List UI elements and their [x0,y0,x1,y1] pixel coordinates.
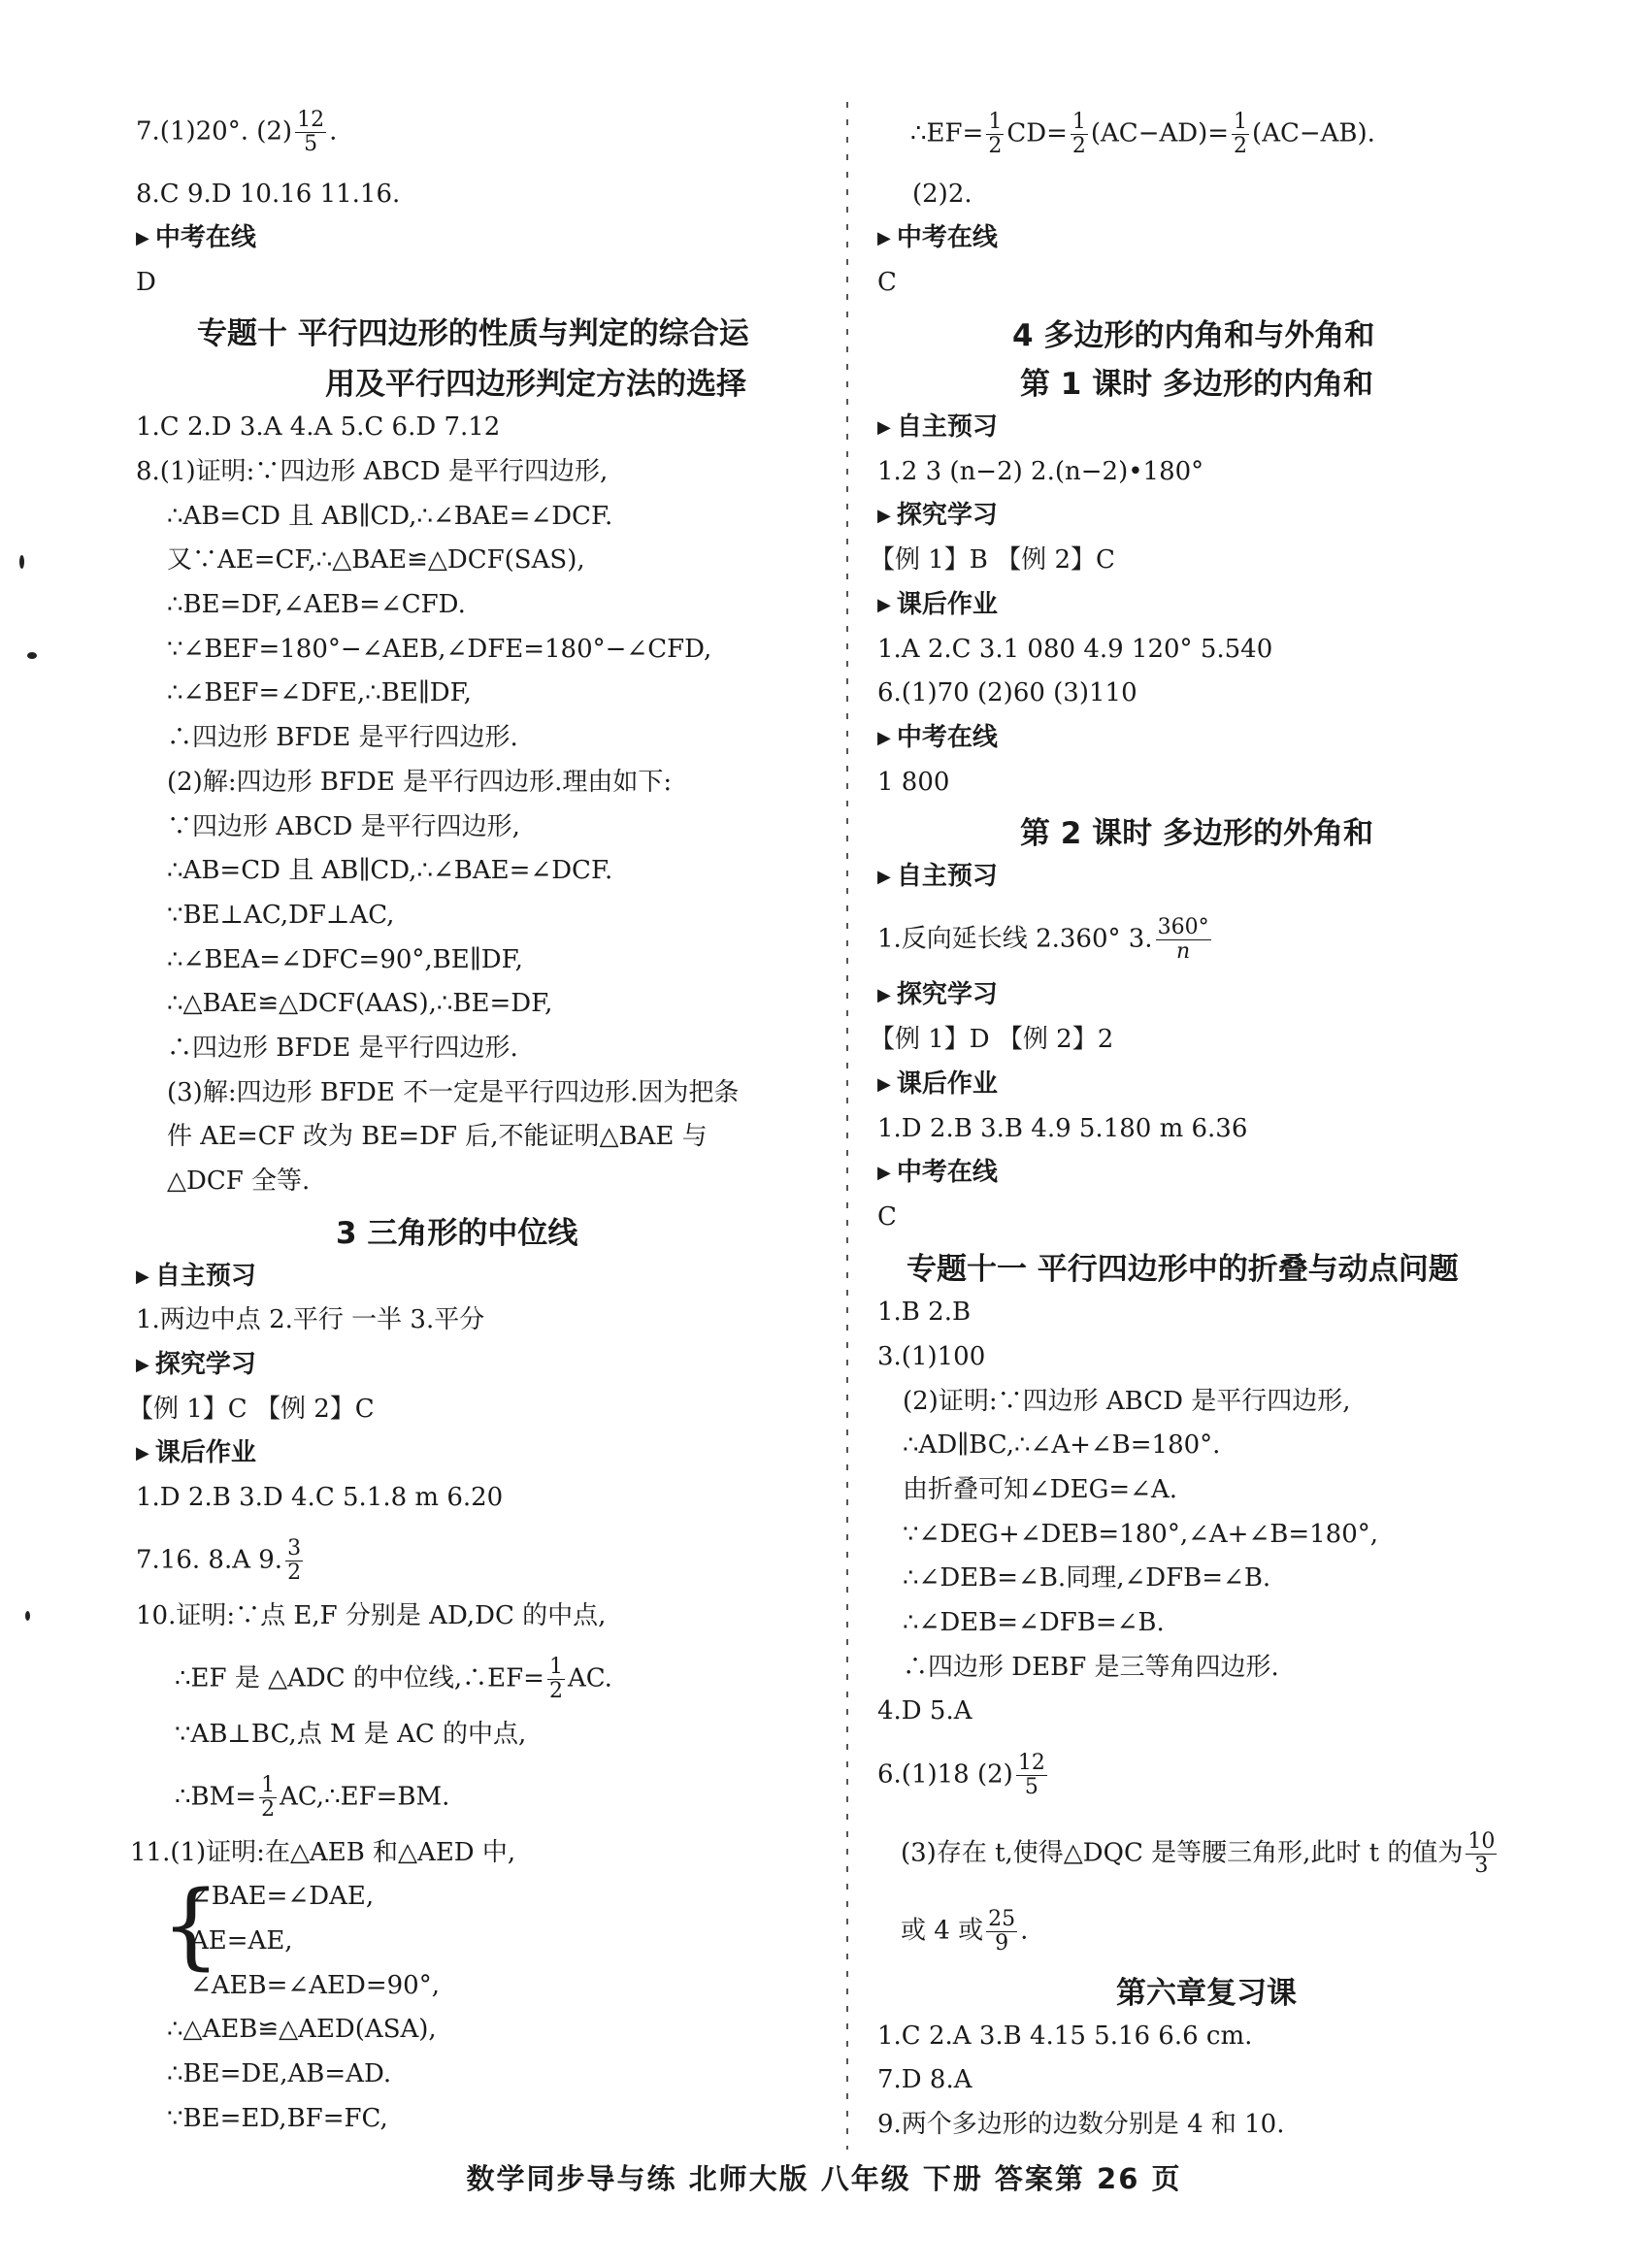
fraction-denominator: n [1175,939,1191,964]
answer-line [910,111,1375,158]
class-title: 第 1 课时 多边形的内角和 [1020,367,1373,402]
answer-line: 由折叠可知∠DEG=∠A. [903,1475,1177,1504]
fraction-numerator: 360° [1157,915,1209,939]
answer-text: CD= [1006,118,1068,148]
answer-line [877,1752,1050,1799]
answer-line: ∴△BAE≌△DCF(AAS),∴BE=DF, [167,989,553,1018]
answer-text: . [1020,1916,1029,1946]
section-heading: ▶ 课后作业 [877,588,998,624]
answer-line: 11.(1)证明:在△AEB 和△AED 中, [130,1838,516,1867]
review-title: 第六章复习课 [1116,1976,1297,2011]
answer-line: 【例 1】C 【例 2】C [128,1395,375,1424]
answer-line: ∴BE=DE,AB=AD. [167,2059,392,2088]
fraction [295,109,326,156]
answer-line: 1.D 2.B 3.D 4.C 5.1.8 m 6.20 [136,1483,504,1512]
fraction-numerator: 3 [287,1536,302,1561]
answer-line: ∵BE⊥AC,DF⊥AC, [167,901,395,930]
answer-line [877,916,1214,964]
answer-line: ∠BAE=∠DAE, [190,1882,375,1911]
column-divider [843,102,851,2150]
class-title: 第 2 课时 多边形的外角和 [1020,816,1373,851]
section-heading: ▶ 探究学习 [877,978,998,1014]
section-heading: ▶ 自主预习 [136,1260,256,1296]
answer-line: 8.C 9.D 10.16 11.16. [136,180,401,209]
answer-text: 或 4 或 [901,1916,984,1946]
fraction-denominator: 2 [548,1679,563,1703]
answer-line: 1.A 2.C 3.1 080 4.9 120° 5.540 [877,635,1273,664]
answer-line: 1.D 2.B 3.B 4.9 5.180 m 6.36 [877,1114,1248,1143]
section-heading: ▶ 中考在线 [136,221,256,257]
answer-line: ∴△AEB≌△AED(ASA), [167,2015,437,2044]
fraction-denominator: 2 [261,1797,276,1822]
answer-line [901,1908,1028,1956]
fraction [986,111,1004,158]
answer-line [175,1656,612,1703]
answer-line: C [877,1202,897,1232]
answer-line: ∴四边形 BFDE 是平行四边形. [167,1034,518,1063]
answer-text: (3)存在 t,使得△DQC 是等腰三角形,此时 t 的值为 [901,1838,1464,1868]
answer-line: 1 800 [877,768,950,797]
topic-title: 专题十 平行四边形的性质与判定的综合运 [197,316,749,351]
answer-line: 1.C 2.A 3.B 4.15 5.16 6.6 cm. [877,2021,1253,2051]
answer-line: 10.证明:∵点 E,F 分别是 AD,DC 的中点, [136,1601,607,1630]
answer-line: 9.两个多边形的边数分别是 4 和 10. [877,2110,1285,2139]
fraction [1071,111,1088,158]
fraction-denominator: 2 [1234,134,1248,158]
scan-speck [25,1611,30,1621]
fraction-numerator: 10 [1467,1829,1496,1854]
fraction [285,1537,303,1585]
answer-line: ∴∠BEA=∠DFC=90°,BE∥DF, [167,945,523,974]
answer-line: AE=AE, [190,1926,293,1956]
answer-line: 件 AE=CF 改为 BE=DF 后,不能证明△BAE 与 [167,1122,708,1151]
answer-line: ∠AEB=∠AED=90°, [190,1971,440,2000]
fraction [1016,1752,1047,1799]
answer-line: 6.(1)70 (2)60 (3)110 [877,678,1137,707]
answer-line: 8.(1)证明:∵四边形 ABCD 是平行四边形, [136,457,609,486]
lesson-title: 4 多边形的内角和与外角和 [1012,318,1375,353]
answer-line: 3.(1)100 [877,1342,986,1371]
section-heading: ▶ 中考在线 [877,221,998,257]
answer-text: ∴EF 是 △ADC 的中位线,∴EF= [175,1663,544,1693]
fraction [1232,111,1249,158]
answer-line [175,1774,449,1822]
answer-line [136,109,337,156]
fraction [259,1774,277,1822]
answer-line: ∴AD∥BC,∴∠A+∠B=180°. [903,1430,1221,1460]
answer-text: ∴BM= [175,1782,257,1812]
answer-line: ∵∠BEF=180°−∠AEB,∠DFE=180°−∠CFD, [167,635,712,664]
page-footer: 数学同步导与练 北师大版 八年级 下册 答案第 26 页 [466,2162,1182,2195]
section-heading: ▶ 自主预习 [877,860,998,896]
section-heading: ▶ 自主预习 [877,411,998,446]
answer-line: C [877,268,897,297]
answer-line: 又∵AE=CF,∴△BAE≌△DCF(SAS), [167,545,585,575]
lesson-title: 3 三角形的中位线 [336,1216,578,1251]
fraction [1466,1830,1497,1878]
answer-line: ∵∠DEG+∠DEB=180°,∠A+∠B=180°, [903,1520,1379,1549]
fraction-numerator: 25 [988,1907,1016,1931]
fraction-numerator: 1 [988,110,1003,134]
answer-line: 【例 1】D 【例 2】2 [870,1025,1114,1054]
fraction [547,1656,565,1703]
fraction-numerator: 12 [297,108,325,132]
fraction-numerator: 12 [1017,1751,1045,1775]
answer-line: ∴四边形 BFDE 是平行四边形. [167,723,518,752]
answer-line: ∴四边形 DEBF 是三等角四边形. [903,1653,1279,1682]
fraction-denominator: 5 [1024,1775,1038,1799]
answer-line: ∵四边形 ABCD 是平行四边形, [167,812,520,841]
answer-line: 1.2 3 (n−2) 2.(n−2)•180° [877,457,1204,486]
section-heading: ▶ 探究学习 [877,499,998,535]
fraction-denominator: 2 [988,134,1003,158]
answer-text: AC,∴EF=BM. [280,1782,450,1812]
topic-title-cont: 用及平行四边形判定方法的选择 [325,367,746,402]
answer-line: ∴AB=CD 且 AB∥CD,∴∠BAE=∠DCF. [167,856,613,885]
fraction-numerator: 1 [1234,110,1248,134]
answer-line [136,1537,306,1585]
answer-text: (AC−AD)= [1090,118,1230,148]
section-heading: ▶ 中考在线 [877,721,998,757]
answer-line: 4.D 5.A [877,1696,972,1726]
answer-text: 7.16. 8.A 9. [136,1545,283,1575]
answer-text: AC. [567,1663,612,1693]
fraction-numerator: 1 [261,1773,276,1797]
answer-line: 7.D 8.A [877,2065,972,2094]
answer-line: 1.两边中点 2.平行 一半 3.平分 [136,1305,485,1334]
answer-text: 7.(1)20°. (2) [136,116,293,147]
answer-line: △DCF 全等. [167,1167,311,1196]
answer-line: 1.C 2.D 3.A 4.A 5.C 6.D 7.12 [136,412,501,442]
answer-line: (2)2. [912,180,972,209]
topic-title: 专题十一 平行四边形中的折叠与动点问题 [906,1252,1459,1287]
answer-line: ∴AB=CD 且 AB∥CD,∴∠BAE=∠DCF. [167,502,613,531]
answer-line: ∴∠DEB=∠DFB=∠B. [903,1608,1165,1637]
fraction [1156,916,1211,964]
section-heading: ▶ 课后作业 [877,1068,998,1103]
answer-line: ∵AB⊥BC,点 M 是 AC 的中点, [175,1720,527,1749]
answer-line: ∵BE=ED,BF=FC, [167,2104,388,2133]
answer-line: ∴∠DEB=∠B.同理,∠DFB=∠B. [903,1563,1271,1593]
answer-line [901,1830,1500,1878]
fraction-denominator: 2 [1071,134,1086,158]
answer-text: (AC−AB). [1252,118,1375,148]
answer-text: . [329,116,338,147]
answer-line: ∴∠BEF=∠DFE,∴BE∥DF, [167,678,472,707]
brace-symbol: { [161,1871,221,1980]
section-heading: ▶ 课后作业 [136,1436,256,1472]
fraction-denominator: 9 [995,1931,1009,1956]
answer-line: D [136,268,156,297]
answer-text: ∴EF= [910,118,984,148]
answer-line: ∴BE=DF,∠AEB=∠CFD. [167,590,466,619]
fraction-denominator: 3 [1474,1854,1489,1878]
answer-line: (3)解:四边形 BFDE 不一定是平行四边形.因为把条 [167,1078,740,1107]
answer-text: 1.反向延长线 2.360° 3. [877,924,1153,954]
section-heading: ▶ 中考在线 [877,1156,998,1192]
fraction [986,1908,1017,1956]
answer-text: 6.(1)18 (2) [877,1759,1013,1790]
fraction-numerator: 1 [1071,110,1086,134]
answer-line: 1.B 2.B [877,1298,972,1327]
answer-line: (2)解:四边形 BFDE 是平行四边形.理由如下: [167,768,673,797]
fraction-denominator: 5 [304,132,318,156]
answer-line: 【例 1】B 【例 2】C [870,545,1115,575]
scan-speck [19,555,24,569]
fraction-numerator: 1 [548,1655,563,1679]
fraction-denominator: 2 [287,1561,302,1585]
answer-line: (2)证明:∵四边形 ABCD 是平行四边形, [903,1387,1351,1416]
section-heading: ▶ 探究学习 [136,1348,256,1384]
scan-speck [27,652,37,659]
